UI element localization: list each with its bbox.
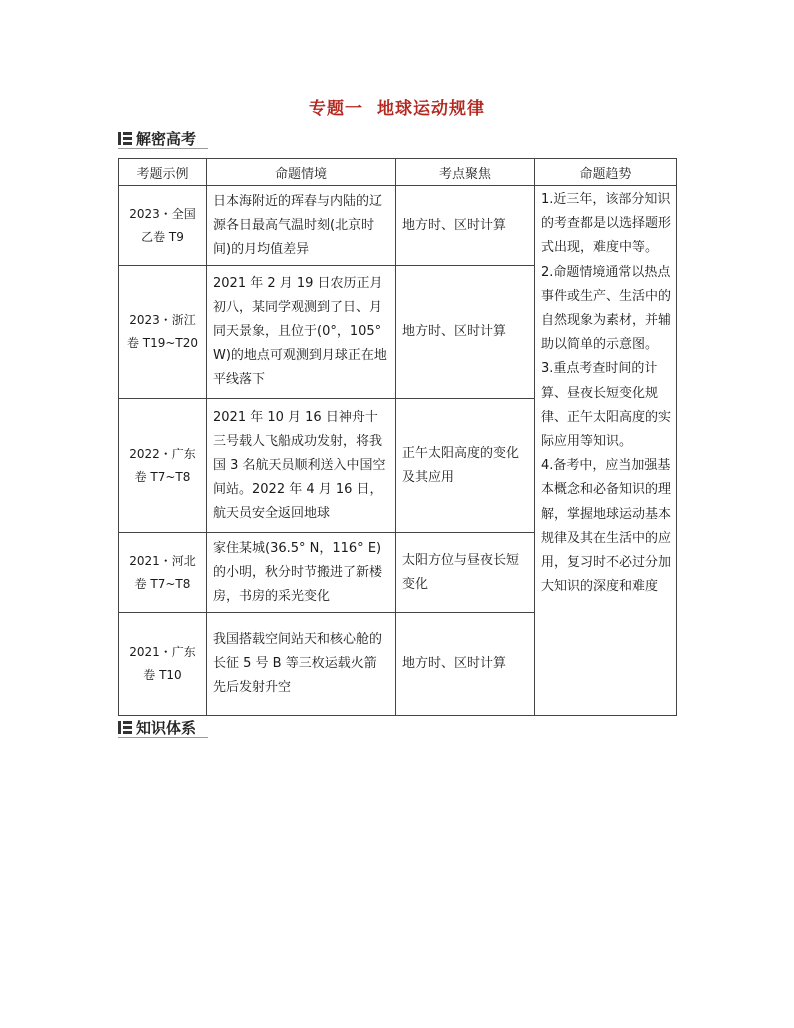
column-header: 考题示例: [119, 159, 207, 186]
context-cell: 2021 年 10 月 16 日神舟十三号载人飞船成功发射，将我国 3 名航天员顺利送入中国空间站。2022 年 4 月 16 日，航天员安全返回地球: [207, 399, 396, 533]
section-bars-icon: [118, 132, 132, 145]
table-header-row: [119, 159, 677, 186]
column-header: 命题趋势: [535, 159, 677, 186]
exam-source-cell: 2021・广东 卷 T10: [119, 613, 207, 716]
table-row: [119, 186, 677, 266]
section-divider: [118, 737, 208, 738]
column-header: 考点聚焦: [396, 159, 535, 186]
section-exam-label: 解密高考: [136, 130, 197, 148]
exam-analysis-table: [118, 158, 677, 716]
trend-item: 2.命题情境通常以热点事件或生产、生活中的自然现象为素材，并辅助以简单的示意图。: [541, 264, 672, 353]
page-title: [0, 94, 794, 119]
exam-source-cell: 2023・浙江 卷 T19~T20: [119, 266, 207, 399]
exam-source-cell: 2022・广东 卷 T7~T8: [119, 399, 207, 533]
column-header: 命题情境: [207, 159, 396, 186]
focus-cell: 地方时、区时计算: [396, 266, 535, 399]
title-topic-name: 地球运动规律: [377, 99, 485, 119]
trend-item: 3.重点考查时间的计算、昼夜长短变化规律、正午太阳高度的实际应用等知识。: [541, 361, 672, 450]
section-knowledge-header: [118, 717, 196, 738]
trend-item: 1.近三年，该部分知识的考查都是以选择题形式出现，难度中等。: [541, 192, 672, 256]
exam-source-cell: 2021・河北 卷 T7~T8: [119, 533, 207, 613]
context-cell: 日本海附近的珲春与内陆的辽源各日最高气温时刻(北京时间)的月均值差异: [207, 186, 396, 266]
exam-source-cell: 2023・全国 乙卷 T9: [119, 186, 207, 266]
focus-cell: 地方时、区时计算: [396, 186, 535, 266]
focus-cell: 地方时、区时计算: [396, 613, 535, 716]
trend-item: 4.备考中，应当加强基本概念和必备知识的理解，掌握地球运动基本规律及其在生活中的应用，复习时不必过分加大知识的深度和难度: [541, 458, 672, 595]
section-bars-icon: [118, 721, 132, 734]
section-knowledge-label: 知识体系: [136, 719, 197, 737]
focus-cell: 太阳方位与昼夜长短变化: [396, 533, 535, 613]
context-cell: 2021 年 2 月 19 日农历正月初八，某同学观测到了日、月同天景象，且位于(0°，105° W)的地点可观测到月球正在地平线落下: [207, 266, 396, 399]
trend-cell: [535, 186, 677, 716]
context-cell: 我国搭载空间站天和核心舱的长征 5 号 B 等三枚运载火箭先后发射升空: [207, 613, 396, 716]
section-divider: [118, 148, 208, 149]
context-cell: 家住某城(36.5° N，116° E)的小明，秋分时节搬进了新楼房，书房的采光变化: [207, 533, 396, 613]
title-topic-number: 专题一: [309, 99, 363, 119]
focus-cell: 正午太阳高度的变化及其应用: [396, 399, 535, 533]
section-exam-header: [118, 128, 196, 149]
